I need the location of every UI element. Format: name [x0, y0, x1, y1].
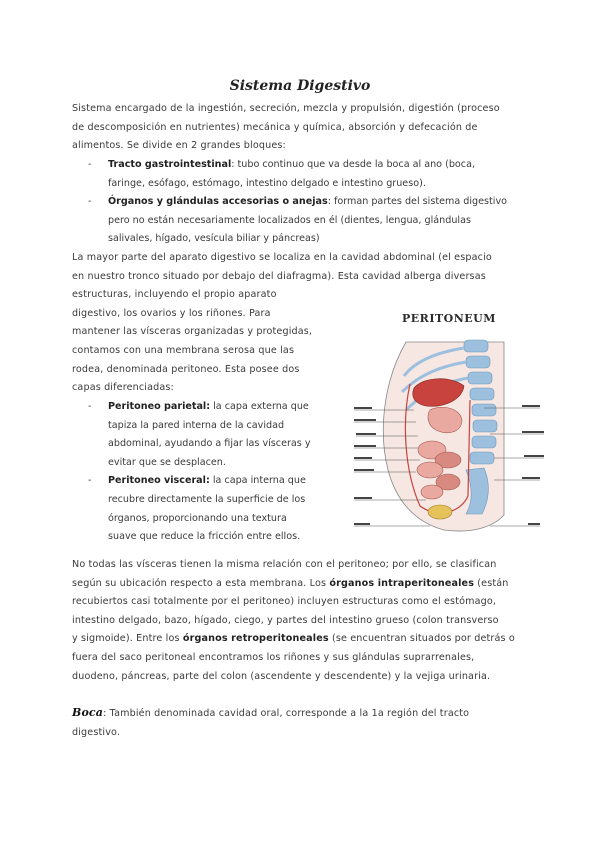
layer-text: suave que reduce la fricción entre ellos. — [108, 531, 301, 543]
peritoneum-figure — [344, 300, 554, 540]
peritoneum-illustration — [344, 300, 554, 540]
classification-paragraph — [72, 556, 552, 686]
layer-text: abdominal, ayudando a fijar las vísceras y — [108, 438, 311, 450]
block-text: pero no están necesariamente localizados en él (dientes, lengua, glándulas — [108, 214, 471, 226]
list-item — [88, 472, 348, 546]
intro-paragraph — [72, 100, 542, 156]
layer-text: la capa externa que — [210, 401, 309, 412]
block-text: : forman partes del sistema digestivo — [327, 196, 507, 208]
blocks-list — [88, 156, 548, 249]
layer-text: tapiza la pared interna de la cavidad — [108, 419, 285, 431]
para-line: recubiertos casi totalmente por el peritoneo) incluyen estructuras como el estómago, — [72, 596, 497, 608]
list-item — [88, 398, 348, 472]
layers-list — [88, 398, 348, 547]
para-line: mantener las vísceras organizadas y protegidas, — [72, 326, 313, 338]
block-text: : tubo continuo que va desde la boca al ano (boca, — [231, 159, 476, 170]
term-intraperitoneales: órganos intraperitoneales — [329, 577, 475, 589]
para-line: duodeno, páncreas, parte del colon (ascendente y descendente) y la vejiga urinaria. — [72, 670, 491, 682]
block-text: salivales, hígado, vesícula biliar y páncreas) — [108, 233, 320, 245]
term-boca: Boca — [72, 706, 104, 719]
dash-icon: - — [88, 475, 92, 487]
para-line — [72, 575, 552, 594]
list-item — [88, 156, 548, 193]
para-text: : También denominada cavidad oral, corresponde a la 1a región del tracto — [103, 708, 470, 719]
para-line: La mayor parte del aparato digestivo se localiza en la cavidad abdominal (el espacio — [72, 252, 492, 263]
para-text: y sigmoide). Entre los — [72, 633, 183, 645]
intro-line: alimentos. Se divide en 2 grandes bloques: — [72, 140, 286, 152]
dash-icon: - — [88, 159, 92, 170]
para-text: según su ubicación respecto a esta membrana. Los — [72, 577, 327, 589]
para-line: contamos con una membrana serosa que las — [72, 344, 295, 356]
block-text: faringe, esófago, estómago, intestino delgado e intestino grueso). — [108, 177, 426, 189]
term-tracto: Tracto gastrointestinal — [108, 159, 232, 170]
para-line — [72, 704, 552, 724]
dash-icon: - — [88, 196, 92, 208]
para-line — [72, 630, 552, 649]
para-line: fuera del saco peritoneal encontramos los riñones y sus glándulas suprarrenales, — [72, 651, 475, 663]
term-parietal: Peritoneo parietal: — [108, 401, 211, 412]
para-line: digestivo. — [72, 726, 121, 738]
para-text: (se encuentran situados por detrás o — [328, 633, 515, 645]
para-line: capas diferenciadas: — [72, 382, 174, 394]
para-line: en nuestro tronco situado por debajo del diafragma). Esta cavidad alberga diversas — [72, 270, 486, 282]
term-organos: Órganos y glándulas accesorias o anejas — [108, 196, 328, 208]
intro-line: de descomposición en nutrientes) mecánica y química, absorción y defecación de — [72, 121, 478, 133]
boca-paragraph — [72, 704, 552, 742]
intro-line: Sistema encargado de la ingestión, secreción, mezcla y propulsión, digestión (proceso — [72, 103, 500, 114]
para-line: rodea, denominada peritoneo. Esta posee dos — [72, 363, 300, 375]
layer-text: la capa interna que — [209, 475, 306, 487]
figure-title: PERITONEUM — [402, 312, 496, 325]
para-line: intestino delgado, bazo, hígado, ciego, y partes del intestino grueso (colon transverso — [72, 614, 499, 626]
para-text: (están — [474, 577, 509, 589]
para-line: estructuras, incluyendo el propio aparato — [72, 289, 277, 301]
term-retroperitoneales: órganos retroperitoneales — [182, 633, 329, 645]
para-line: digestivo, los ovarios y los riñones. Para — [72, 307, 271, 319]
layer-text: evitar que se desplacen. — [108, 456, 226, 468]
list-item — [88, 193, 548, 249]
bladder — [428, 505, 452, 519]
layer-text: órganos, proporcionando una textura — [108, 512, 287, 524]
dash-icon: - — [88, 401, 92, 412]
term-visceral: Peritoneo visceral: — [108, 475, 210, 487]
layer-text: recubre directamente la superficie de los — [108, 493, 306, 505]
page-title: Sistema Digestivo — [229, 78, 371, 94]
para-line: No todas las vísceras tienen la misma relación con el peritoneo; por ello, se clasifican — [72, 559, 497, 570]
